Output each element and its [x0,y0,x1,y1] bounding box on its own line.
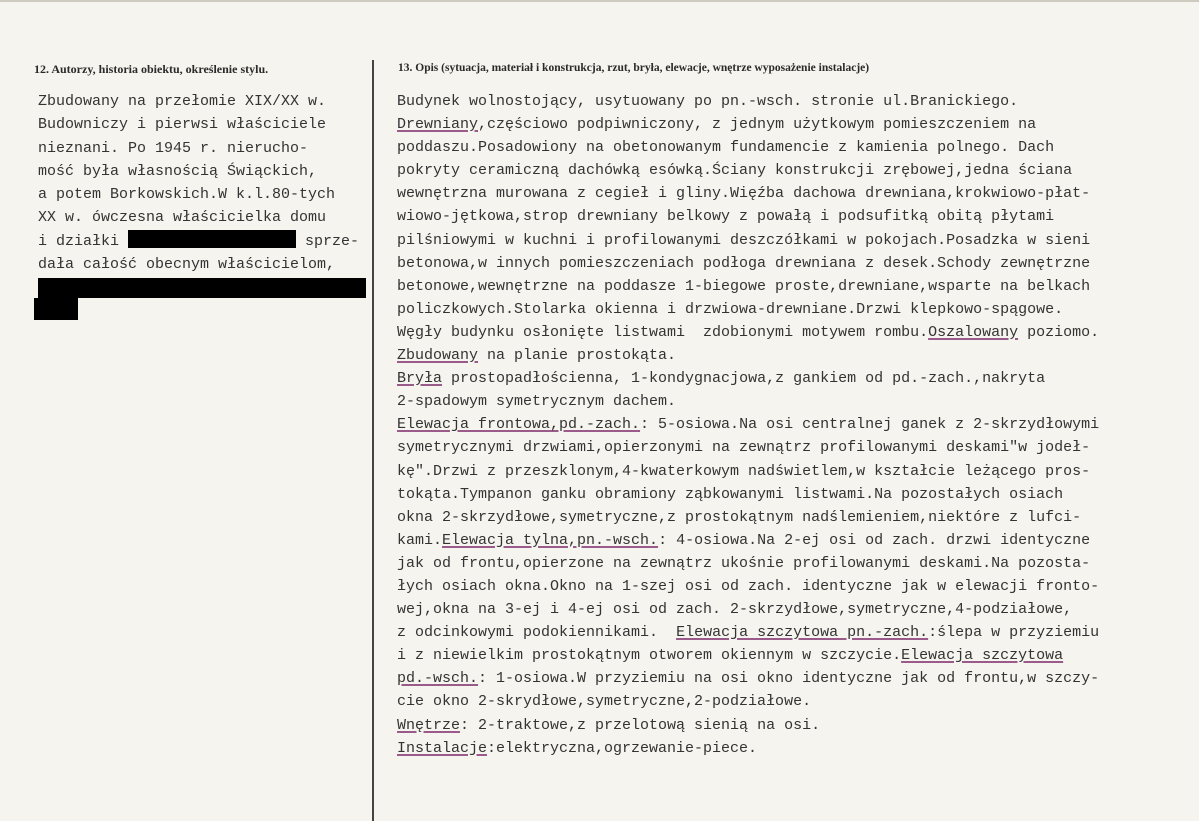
underlined-term: pd.-wsch. [397,670,479,688]
text-line [397,667,1192,690]
text-line: policzkowych.Stolarka okienna i drzwiowa-drewniane.Drzwi klepkowo-spągowe. [397,300,1064,318]
history-column [38,90,373,321]
text-line: dała całość obecnym właścicielom, [38,256,336,274]
text-line: okna 2-skrzydłowe,symetryczne,z prostokątnym nadślemieniem,niektóre z lufci- [397,508,1082,526]
text-fragment: prostopadłościenna, 1-kondygnacjowa,z gankiem od pd.-zach.,nakryta [442,370,1046,388]
text-fragment: poziomo. [1018,323,1100,341]
description-column [397,90,1192,760]
underlined-term: Instalacje [397,739,488,757]
redaction-bar [34,298,78,320]
text-fragment: :elektryczna,ogrzewanie-piece. [487,739,758,757]
underlined-term: Oszalowany [928,323,1019,341]
text-line [397,529,1192,552]
text-fragment: ,częściowo podpiwniczony, z jednym użytkowym pomieszczeniem na [478,116,1037,134]
text-line [397,113,1192,136]
text-fragment: kami. [397,531,443,549]
underlined-term: Elewacja frontowa,pd.-zach. [397,416,641,434]
text-line: Budynek wolnostojący, usytuowany po pn.-wsch. stronie ul.Branickiego. [397,93,1019,110]
text-fragment: : 5-osiowa.Na osi centralnej ganek z 2-skrzydłowymi [640,416,1100,434]
text-line: betonowe,wewnętrzne na poddasze 1-biegowe proste,drewniane,wsparte na belkach [397,277,1091,295]
underlined-term: Bryła [397,370,443,388]
text-fragment: : 4-osiowa.Na 2-ej osi od zach. drzwi identyczne [658,531,1091,549]
text-line [397,367,1192,390]
text-fragment: z odcinkowymi podokiennikami. [397,624,659,642]
text-line: poddaszu.Posadowiony na obetonowanym fundamencie z kamienia polnego. Dach [397,139,1055,157]
text-line [397,321,1192,344]
underlined-term: Wnętrze [397,716,461,734]
text-line: cie okno 2-skrydłowe,symetryczne,2-podziałowe. [397,693,812,711]
text-fragment: : 2-traktowe,z przelotową sienią na osi. [460,716,821,734]
section-12-header: 12. Autorzy, historia obiektu, określenie stylu. [34,62,269,76]
redaction-bar [38,278,366,298]
text-line: betonowa,w innych pomieszczeniach podłoga drewniana z desek.Schody zewnętrzne [397,254,1091,272]
text-line: jak od frontu,opierzone na zewnątrz ukośnie profilowanymi deskami.Na pozosta- [397,554,1091,572]
redaction-bar [128,230,296,248]
text-fragment: na planie prostokąta. [478,347,677,365]
text-line: wiowo-jętkowa,strop drewniany belkowy z powałą i podsufitką obitą płytami [397,208,1055,226]
text-line: a potem Borkowskich.W k.l.80-tych [38,186,336,204]
underlined-term: Elewacja szczytowa pn.-zach. [676,624,929,642]
text-line: XX w. ówczesna właścicielka domu [38,209,327,227]
underlined-term: Elewacja tylna,pn.-wsch. [442,531,659,549]
text-fragment: i z niewielkim prostokątnym otworem okiennym w szczycie. [397,647,902,665]
text-line: Zbudowany na przełomie XIX/XX w. [38,93,327,110]
text-line: nieznani. Po 1945 r. nierucho- [38,139,309,157]
text-line: pilśniowymi w kuchni i profilowanymi deszczółkami w pokojach.Posadzka w sieni [397,231,1091,249]
text-line [397,737,1192,760]
text-fragment: : 1-osiowa.W przyziemiu na osi okno identyczne jak od frontu,w szczy- [478,670,1100,688]
underlined-term: Drewniany [397,116,479,134]
text-line [397,621,1192,644]
text-line [397,344,1192,367]
text-line [397,413,1192,436]
text-line [38,230,373,253]
text-line: pokryty ceramiczną dachówką esówką.Ściany konstrukcji zrębowej,jedna ściana [397,162,1073,180]
text-line: wewnętrzna murowana z cegieł i gliny.Więźba dachowa drewniana,krokwiowo-płat- [397,185,1091,203]
underlined-term: Zbudowany [397,347,479,365]
text-fragment: :ślepa w przyziemiu [928,624,1100,642]
section-13-header: 13. Opis (sytuacja, materiał i konstrukcja, rzut, bryła, elewacje, wnętrze wyposażenie instalacje) [398,62,870,74]
redacted-line [38,298,373,321]
text-line: Budowniczy i pierwsi właściciele [38,116,327,134]
text-line: 2-spadowym symetrycznym dachem. [397,393,677,411]
text-line: kę".Drzwi z przeszklonym,4-kwaterkowym nadświetlem,w kształcie leżącego pros- [397,462,1091,480]
text-fragment: Węgły budynku osłonięte listwami zdobionymi motywem rombu. [397,323,929,341]
text-fragment: i działki [38,232,120,250]
text-line: symetrycznymi drzwiami,opierzonymi na zewnątrz profilowanymi deskami"w jodeł- [397,439,1091,457]
text-line [397,714,1192,737]
text-line [397,644,1192,667]
text-line: mość była własnością Świąckich, [38,162,318,180]
top-edge [0,0,1199,2]
text-line: tokąta.Tympanon ganku obramiony ząbkowanymi listwami.Na pozostałych osiach [397,485,1064,503]
underlined-term: Elewacja szczytowa [901,647,1064,665]
text-line: łych osiach okna.Okno na 1-szej osi od zach. identyczne jak w elewacji fronto- [397,577,1100,595]
text-line: wej,okna na 3-ej i 4-ej osi od zach. 2-skrzydłowe,symetryczne,4-podziałowe, [397,601,1073,619]
text-fragment: sprze- [305,232,360,250]
